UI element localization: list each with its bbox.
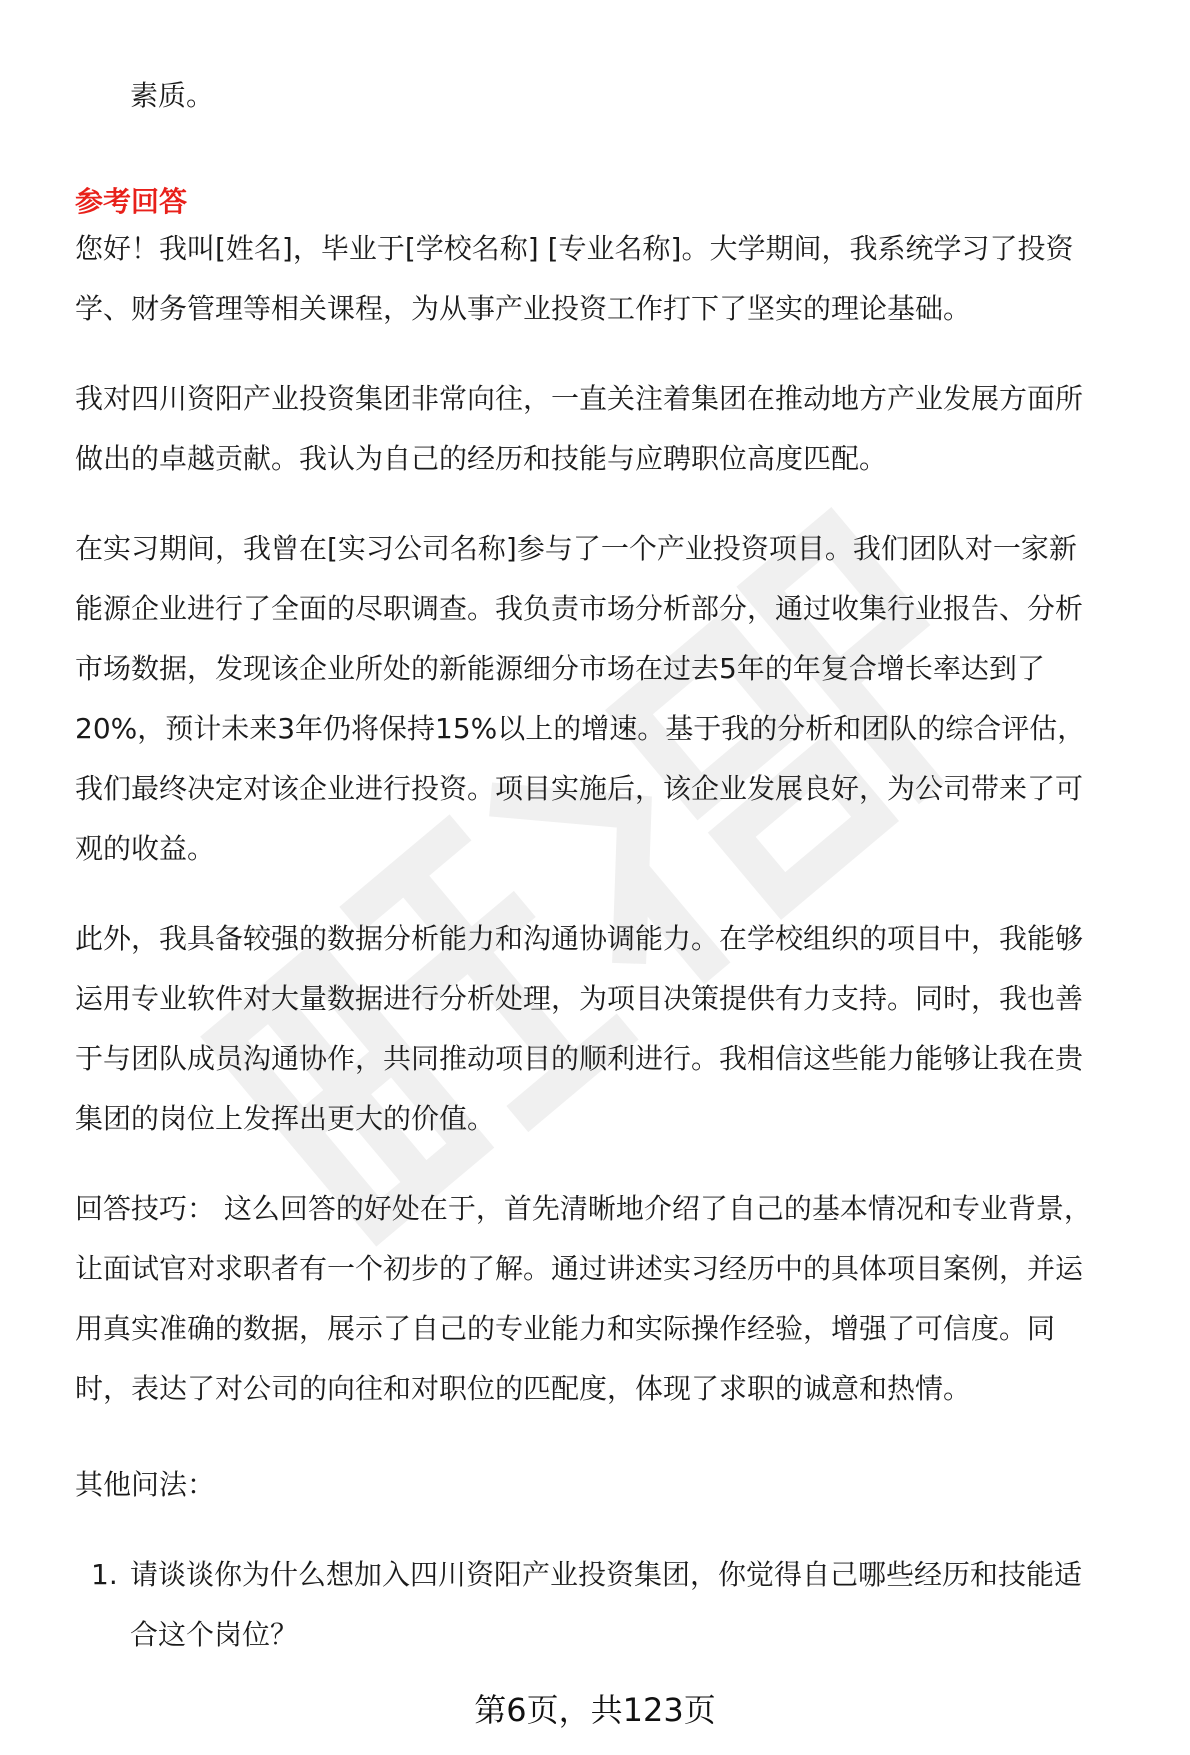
list-item-line: 合这个岗位？ [130, 1618, 299, 1651]
paragraph-line: 我对四川资阳产业投资集团非常向往，一直关注着集团在推动地方产业发展方面所 [75, 382, 1084, 415]
paragraph-line: 运用专业软件对大量数据进行分析处理，为项目决策提供有力支持。同时，我也善 [75, 982, 1084, 1015]
paragraph-line: 用真实准确的数据，展示了自己的专业能力和实际操作经验，增强了可信度。同 [75, 1312, 1056, 1345]
list-item-line: 请谈谈你为什么想加入四川资阳产业投资集团，你觉得自己哪些经历和技能适 [130, 1558, 1083, 1591]
paragraph-company [75, 369, 1083, 489]
page-footer: 第6页，共123页 [474, 1691, 716, 1729]
paragraph-internship [75, 519, 1085, 879]
paragraph-line: 回答技巧： 这么回答的好处在于，首先清晰地介绍了自己的基本情况和专业背景， [75, 1192, 1092, 1225]
paragraph-line: 集团的岗位上发挥出更大的价值。 [75, 1102, 496, 1135]
paragraph-line: 学、财务管理等相关课程，为从事产业投资工作打下了坚实的理论基础。 [75, 292, 972, 325]
paragraph-intro [75, 219, 1073, 339]
paragraph-line: 时，表达了对公司的向往和对职位的匹配度，体现了求职的诚意和热情。 [75, 1372, 972, 1405]
paragraph-line: 做出的卓越贡献。我认为自己的经历和技能与应聘职位高度匹配。 [75, 442, 888, 475]
list-item [75, 1545, 1082, 1665]
other-questions-label: 其他问法： [75, 1468, 216, 1501]
paragraph-line: 让面试官对求职者有一个初步的了解。通过讲述实习经历中的具体项目案例，并运 [75, 1252, 1084, 1285]
paragraph-skills [75, 909, 1083, 1149]
answer-heading: 参考回答 [75, 185, 188, 218]
paragraph-line: 此外，我具备较强的数据分析能力和沟通协调能力。在学校组织的项目中，我能够 [75, 922, 1084, 955]
paragraph-line: 市场数据，发现该企业所处的新能源细分市场在过去5年的年复合增长率达到了 [75, 652, 1045, 685]
paragraph-line: 于与团队成员沟通协作，共同推动项目的顺利进行。我相信这些能力能够让我在贵 [75, 1042, 1084, 1075]
paragraph-tips [75, 1179, 1092, 1419]
list-item-number: 1. [91, 1558, 118, 1591]
paragraph-line: 您好！我叫[姓名]，毕业于[学校名称] [专业名称]。大学期间，我系统学习了投资 [75, 232, 1074, 265]
other-questions-list [75, 1545, 1082, 1665]
paragraph-line: 我们最终决定对该企业进行投资。项目实施后，该企业发展良好，为公司带来了可 [75, 772, 1084, 805]
paragraph-line: 在实习期间，我曾在[实习公司名称]参与了一个产业投资项目。我们团队对一家新 [75, 532, 1077, 565]
paragraph-line: 观的收益。 [75, 832, 216, 865]
paragraph-line: 20%，预计未来3年仍将保持15%以上的增速。基于我的分析和团队的综合评估， [75, 712, 1086, 745]
paragraph-line: 能源企业进行了全面的尽职调查。我负责市场分析部分，通过收集行业报告、分析 [75, 592, 1084, 625]
continued-text: 素质。 [130, 79, 215, 112]
